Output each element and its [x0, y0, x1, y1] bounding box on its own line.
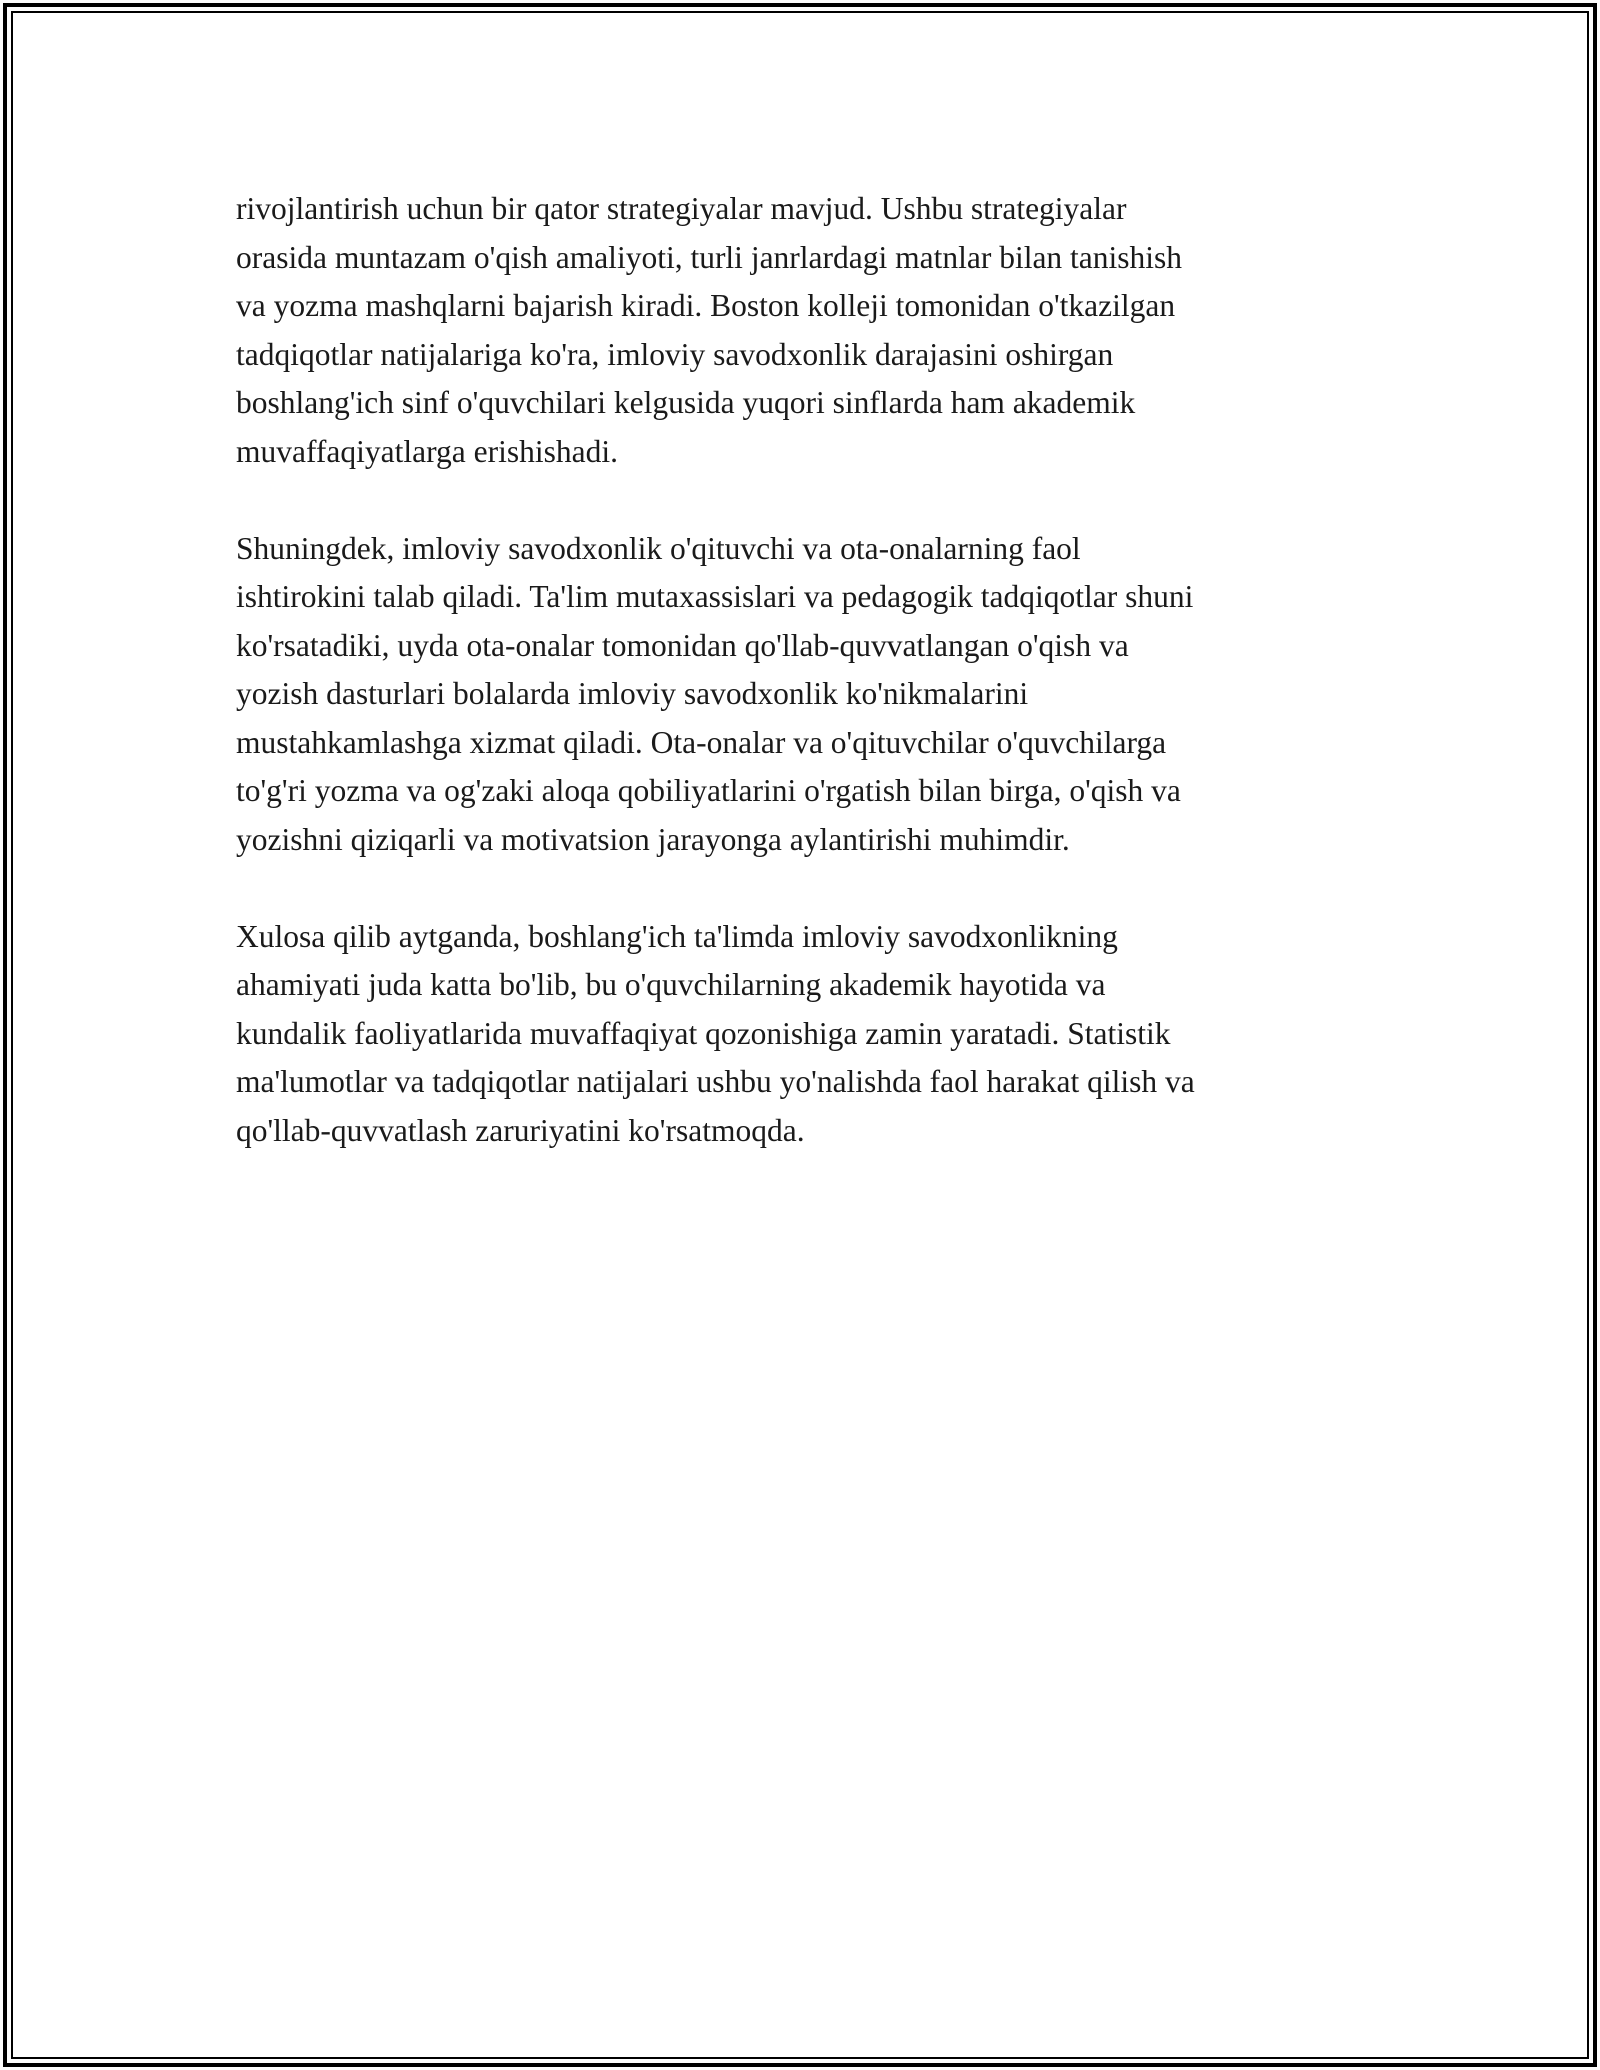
- document-body: [236, 185, 1366, 1204]
- text-line: tadqiqotlar natijalariga ko'ra, imloviy savodxonlik darajasini oshirgan: [236, 336, 1114, 372]
- text-line: rivojlantirish uchun bir qator strategiyalar mavjud. Ushbu strategiyalar: [236, 191, 1127, 226]
- text-line: yozish dasturlari bolalarda imloviy savodxonlik ko'nikmalarini: [236, 676, 1029, 711]
- text-line: ishtirokini talab qiladi. Ta'lim mutaxassislari va pedagogik tadqiqotlar shuni: [236, 579, 1194, 614]
- text-line: boshlang'ich sinf o'quvchilari kelgusida yuqori sinflarda ham akademik: [236, 385, 1136, 420]
- text-line: orasida muntazam o'qish amaliyoti, turli janrlardagi matnlar bilan tanishish: [236, 239, 1183, 275]
- text-line: muvaffaqiyatlarga erishishadi.: [236, 433, 618, 469]
- paragraph-parents-teachers: [236, 525, 1366, 865]
- text-line: ko'rsatadiki, uyda ota-onalar tomonidan qo'llab-quvvatlangan o'qish va: [236, 627, 1129, 663]
- text-line: to'g'ri yozma va og'zaki aloqa qobiliyatlarini o'rgatish bilan birga, o'qish va: [236, 773, 1181, 808]
- text-line: qo'llab-quvvatlash zaruriyatini ko'rsatmoqda.: [236, 1112, 805, 1148]
- paragraph-strategies: [236, 185, 1366, 476]
- text-line: Shuningdek, imloviy savodxonlik o'qituvchi va ota-onalarning faol: [236, 530, 1081, 566]
- text-line: ma'lumotlar va tadqiqotlar natijalari ushbu yo'nalishda faol harakat qilish va: [236, 1064, 1195, 1099]
- text-line: kundalik faoliyatlarida muvaffaqiyat qozonishiga zamin yaratadi. Statistik: [236, 1015, 1171, 1051]
- paragraph-conclusion: [236, 913, 1366, 1156]
- text-line: yozishni qiziqarli va motivatsion jarayonga aylantirishi muhimdir.: [236, 821, 1070, 857]
- text-line: Xulosa qilib aytganda, boshlang'ich ta'limda imloviy savodxonlikning: [236, 918, 1118, 954]
- text-line: ahamiyati juda katta bo'lib, bu o'quvchilarning akademik hayotida va: [236, 967, 1106, 1002]
- text-line: va yozma mashqlarni bajarish kiradi. Boston kolleji tomonidan o'tkazilgan: [236, 288, 1176, 323]
- text-line: mustahkamlashga xizmat qiladi. Ota-onalar va o'qituvchilar o'quvchilarga: [236, 724, 1167, 760]
